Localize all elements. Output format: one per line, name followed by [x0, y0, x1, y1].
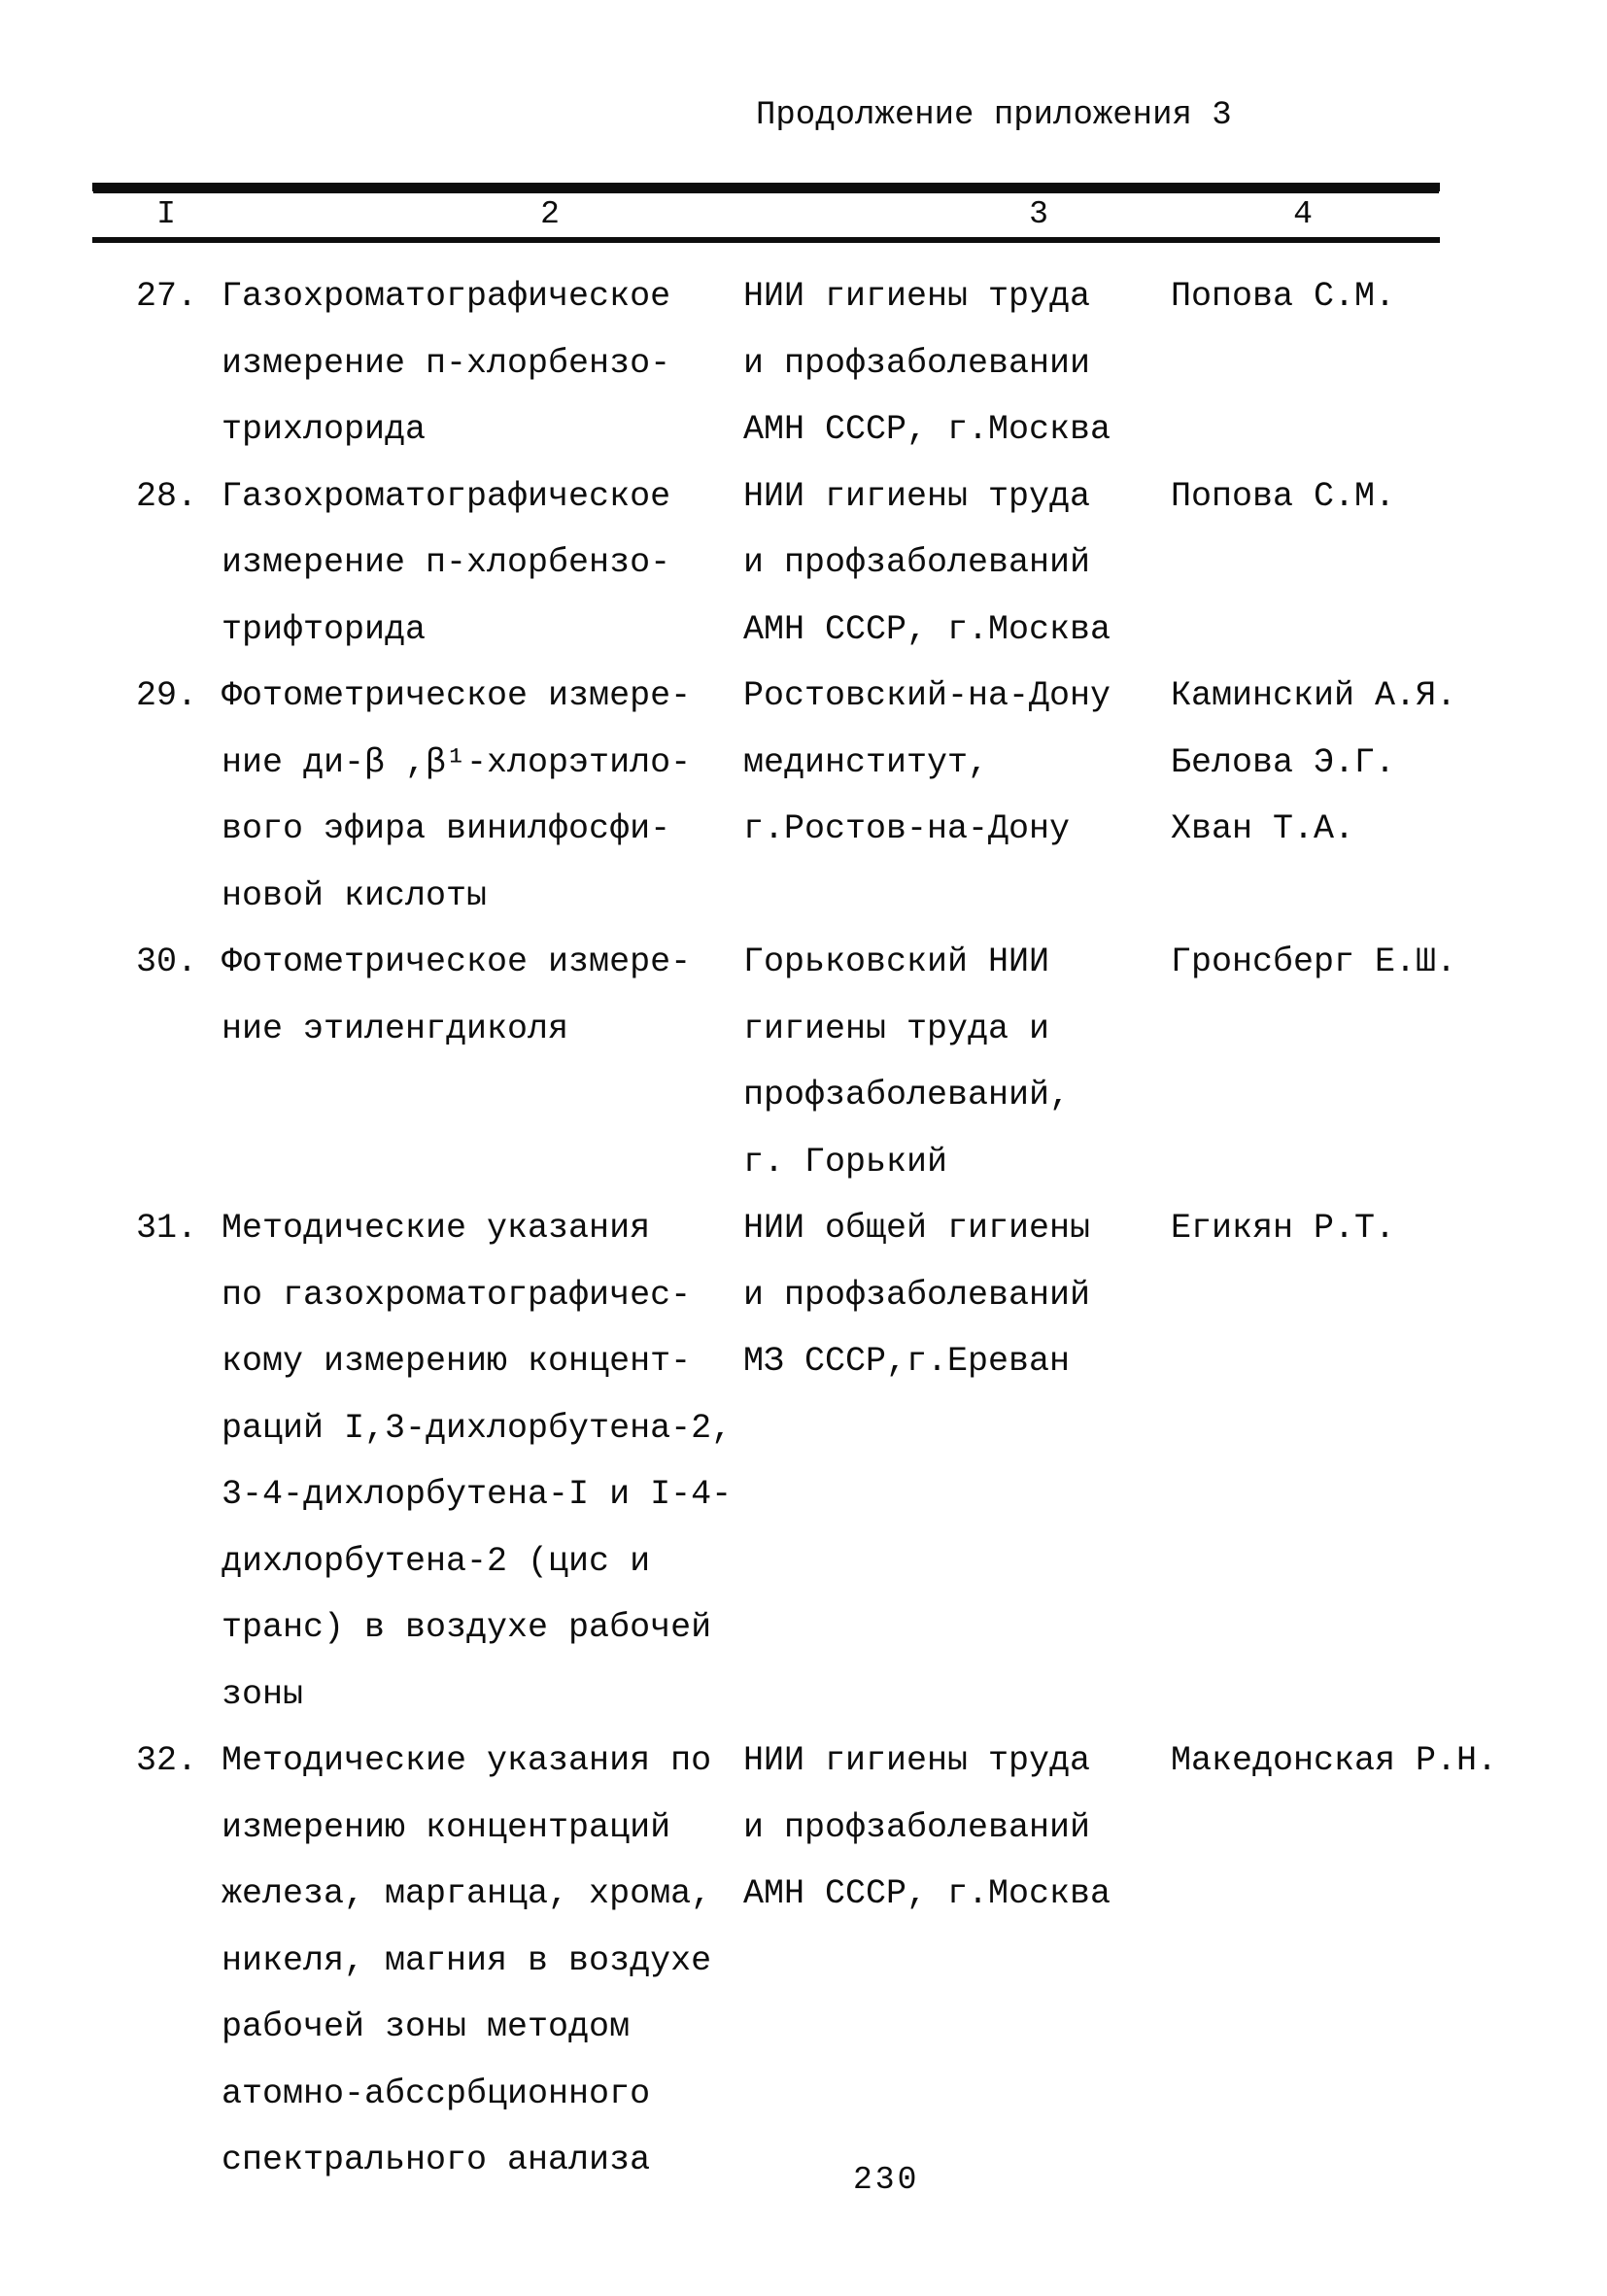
method-line: железа, марганца, хрома, — [222, 1874, 712, 1913]
method-line: трихлорида — [222, 410, 427, 449]
authors-cell — [1171, 1195, 1540, 1262]
column-header-3: 3 — [1029, 196, 1048, 232]
method-line: Фотометрическое измере- — [222, 676, 692, 715]
institute-line: г.Ростов-на-Дону — [743, 809, 1071, 848]
row-number-cell — [92, 1195, 222, 1262]
column-header-2: 2 — [540, 196, 560, 232]
institute-line: мединститут, — [743, 742, 989, 782]
row-number: 28. — [136, 476, 198, 516]
authors-cell — [1171, 663, 1540, 863]
table-column-headers — [0, 192, 1607, 237]
row-number: 31. — [136, 1209, 198, 1248]
row-number-cell — [92, 929, 222, 996]
row-number: 30. — [136, 942, 198, 981]
method-cell — [222, 463, 743, 664]
institute-cell — [743, 1195, 1171, 1395]
method-line: измерение п-хлорбензо- — [222, 543, 671, 582]
method-line: по газохроматографичес- — [222, 1275, 692, 1315]
author-name: Белова Э.Г. — [1171, 742, 1396, 782]
method-line: дихлорбутена-2 (цис и — [222, 1541, 651, 1581]
method-line: транс) в воздухе рабочей — [222, 1608, 712, 1647]
row-number: 27. — [136, 277, 198, 316]
institute-cell — [743, 663, 1171, 863]
method-line: атомно-абссрбционного — [222, 2073, 651, 2113]
method-cell — [222, 263, 743, 463]
table-row — [92, 1728, 1540, 2194]
institute-line: гигиены труда и — [743, 1009, 1050, 1048]
table-row — [92, 663, 1540, 929]
authors-cell — [1171, 1728, 1540, 1795]
institute-line: профзаболеваний, — [743, 1076, 1071, 1114]
method-line: ние этиленгдиколя — [222, 1009, 569, 1048]
author-name: Попова С.М. — [1171, 476, 1396, 516]
column-header-1: I — [156, 196, 176, 232]
institute-line: НИИ гигиены труда — [743, 1741, 1091, 1780]
author-name: Хван Т.А. — [1171, 809, 1355, 848]
method-line: зоны — [222, 1674, 304, 1714]
method-cell — [222, 929, 743, 1062]
institute-line: г. Горький — [743, 1142, 948, 1182]
method-line: никеля, магния в воздухе — [222, 1940, 712, 1980]
method-line: спектрального анализа — [222, 2141, 651, 2179]
row-number-cell — [92, 663, 222, 730]
method-line: рабочей зоны методом — [222, 2007, 631, 2046]
method-line: Фотометрическое измере- — [222, 942, 692, 981]
method-cell — [222, 1195, 743, 1728]
institute-line: АМН СССР, г.Москва — [743, 1874, 1111, 1913]
author-name: Егикян Р.Т. — [1171, 1209, 1396, 1248]
institute-line: Горьковский НИИ — [743, 942, 1050, 981]
page-number: 230 — [853, 2162, 920, 2198]
institute-cell — [743, 263, 1171, 463]
authors-cell — [1171, 263, 1540, 330]
institute-line: АМН СССР, г.Москва — [743, 410, 1111, 449]
institute-line: НИИ гигиены труда — [743, 277, 1091, 316]
method-line: раций I,3-дихлорбутена-2, — [222, 1408, 733, 1448]
method-line: измерению концентраций — [222, 1807, 671, 1847]
method-line: Методические указания по — [222, 1741, 712, 1780]
authors-cell — [1171, 463, 1540, 531]
institute-cell — [743, 463, 1171, 664]
table-row — [92, 1195, 1540, 1728]
method-line: трифторида — [222, 609, 427, 649]
table-body — [92, 263, 1540, 2194]
column-header-4: 4 — [1293, 196, 1313, 232]
method-cell — [222, 1728, 743, 2194]
method-line: 3-4-дихлорбутена-I и I-4- — [222, 1475, 733, 1514]
institute-line: и профзаболеваний — [743, 1807, 1091, 1847]
row-number-cell — [92, 263, 222, 330]
authors-cell — [1171, 929, 1540, 996]
method-line: Газохроматографическое — [222, 476, 671, 516]
method-cell — [222, 663, 743, 929]
author-name: Гронсберг Е.Ш. — [1171, 942, 1457, 981]
institute-line: и профзаболевании — [743, 343, 1091, 383]
institute-line: и профзаболеваний — [743, 543, 1091, 582]
table-top-rule — [92, 183, 1440, 191]
institute-line: Ростовский-на-Дону — [743, 676, 1111, 715]
institute-cell — [743, 1728, 1171, 1928]
method-line: новой кислоты — [222, 875, 488, 915]
row-number: 32. — [136, 1741, 198, 1780]
table-header-rule — [92, 237, 1440, 243]
method-line: ние ди-β ,β¹-хлорэтило- — [222, 742, 692, 782]
author-name: Каминский А.Я. — [1171, 676, 1457, 715]
institute-line: МЗ СССР,г.Ереван — [743, 1342, 1071, 1381]
page-continuation-title: Продолжение приложения 3 — [756, 97, 1232, 134]
method-line: вого эфира винилфосфи- — [222, 809, 671, 848]
author-name: Македонская Р.Н. — [1171, 1741, 1498, 1780]
method-line: кому измерению концент- — [222, 1342, 692, 1381]
row-number-cell — [92, 463, 222, 531]
author-name: Попова С.М. — [1171, 277, 1396, 316]
method-line: Методические указания — [222, 1209, 651, 1248]
row-number-cell — [92, 1728, 222, 1795]
institute-line: НИИ гигиены труда — [743, 476, 1091, 516]
table-row — [92, 463, 1540, 664]
institute-line: НИИ общей гигиены — [743, 1209, 1091, 1248]
institute-line: и профзаболеваний — [743, 1275, 1091, 1315]
row-number: 29. — [136, 676, 198, 715]
institute-line: АМН СССР, г.Москва — [743, 609, 1111, 649]
method-line: Газохроматографическое — [222, 277, 671, 316]
table-row — [92, 929, 1540, 1195]
method-line: измерение п-хлорбензо- — [222, 343, 671, 383]
table-row — [92, 263, 1540, 463]
institute-cell — [743, 929, 1171, 1195]
